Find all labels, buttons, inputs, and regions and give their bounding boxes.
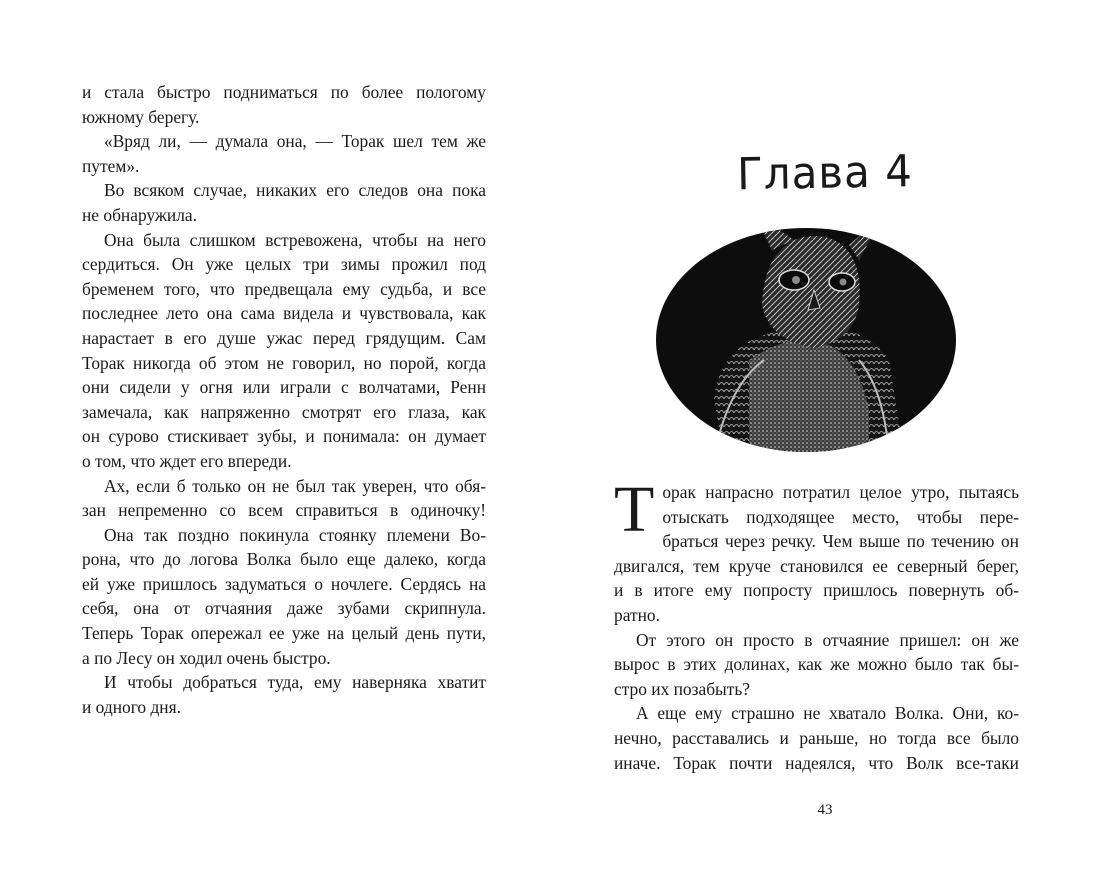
- text-line: двигался, тем круче становился ее северный берег,: [614, 555, 1019, 576]
- text-line: рона, что до логова Волка было еще далеко, когда: [82, 549, 486, 570]
- left-page-text: [82, 80, 486, 719]
- text-line: Она была слишком встревожена, чтобы на него: [104, 229, 486, 250]
- text-line: и стала быстро подниматься по более пологому: [82, 82, 486, 102]
- text-line: замечала, как напряженно смотрят его глаза, как: [82, 401, 486, 422]
- chapter-title: Глава 4: [736, 145, 914, 200]
- text-line: ратно.: [614, 604, 660, 625]
- text-line: себя, она от отчаяния даже зубами скрипнула.: [82, 598, 486, 619]
- text-line: он сурово стискивает зубы, и понимала: он думает: [82, 426, 486, 447]
- text-line: нарастает в его душе ужас перед грядущим. Сам: [82, 327, 486, 348]
- text-line: и в итоге ему попросту пришлось повернуть об-: [614, 580, 1019, 601]
- text-line: Она так поздно покинула стоянку племени Во-: [104, 524, 486, 545]
- text-line: А еще ему страшно не хватало Волка. Они, ко-: [636, 703, 1019, 724]
- text-line: И чтобы добраться туда, ему наверняка хватит: [104, 672, 486, 693]
- text-line: иначе. Торак почти надеялся, что Волк все-таки: [614, 752, 1019, 773]
- text-line: браться через речку. Чем выше по течению он: [662, 531, 1019, 552]
- text-line: не обнаружила.: [82, 204, 197, 225]
- drop-cap: Т: [614, 473, 655, 546]
- text-line: путем».: [82, 155, 140, 176]
- text-line: зан непременно со всем справиться в одиночку!: [82, 500, 486, 521]
- page-number: 43: [817, 802, 833, 818]
- owl-illustration: [654, 210, 959, 455]
- text-line: ей уже пришлось задуматься о ночлеге. Сердясь на: [82, 573, 486, 594]
- text-line: сердиться. Он уже целых три зимы прожил под: [82, 254, 486, 275]
- text-line: вырос в этих долинах, как же можно было так бы-: [614, 654, 1019, 675]
- text-line: и одного дня.: [82, 696, 181, 717]
- text-line: «Вряд ли, — думала она, — Торак шел тем же: [104, 131, 486, 152]
- text-line: стро их позабыть?: [614, 678, 750, 699]
- right-page: [550, 0, 1100, 873]
- right-lines: [614, 529, 1019, 775]
- text-line: От этого он просто в отчаяние пришел: он же: [636, 629, 1019, 650]
- right-page-text: [614, 473, 1019, 775]
- text-line: Ах, если б только он не был так уверен, что обя-: [104, 475, 486, 496]
- text-line: о том, что ждет его впереди.: [82, 450, 292, 471]
- text-line: Теперь Торак опережал ее уже на целый день пути,: [82, 623, 486, 644]
- text-line: южному берегу.: [82, 106, 200, 127]
- text-line: они сидели у огня или играли с волчатами, Ренн: [82, 377, 486, 398]
- text-line: а по Лесу он ходил очень быстро.: [82, 647, 331, 668]
- text-line: отыскать подходящее место, чтобы пере-: [662, 506, 1019, 527]
- text-line: нечно, расставались и раньше, но тогда все было: [614, 727, 1019, 748]
- text-line: Во всяком случае, никаких его следов она пока: [104, 180, 486, 201]
- text-line: орак напрасно потратил целое утро, пытаясь: [662, 482, 1019, 502]
- text-line: бременем того, что предвещала ему судьба, и все: [82, 278, 486, 299]
- text-line: Торак никогда об этом не говорил, но порой, когда: [82, 352, 486, 373]
- text-line: последнее лето она сама видела и чувствовала, как: [82, 303, 486, 324]
